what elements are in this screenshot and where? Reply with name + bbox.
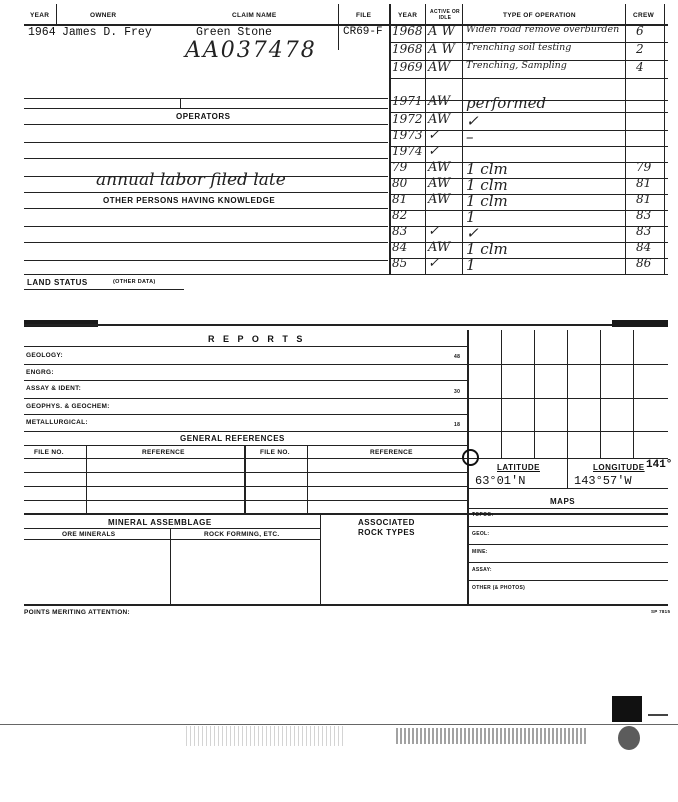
activity-year: 83 xyxy=(392,224,408,238)
reports-title: R E P O R T S xyxy=(208,334,306,344)
reference-col-2: REFERENCE xyxy=(370,449,413,456)
activity-crew: 81 xyxy=(636,176,652,190)
activity-operation: performed xyxy=(466,94,547,112)
metallurgical-label: METALLURGICAL: xyxy=(26,419,88,426)
activity-crew: 81 xyxy=(636,192,652,206)
activity-status: AW xyxy=(428,176,451,191)
activity-operation: 1 clm xyxy=(466,192,508,210)
activity-year: 79 xyxy=(392,160,408,174)
assay-ident-label: ASSAY & IDENT: xyxy=(26,385,82,392)
activity-status: AW xyxy=(428,94,451,109)
activity-crew: 86 xyxy=(636,256,652,270)
claim-name: Green Stone xyxy=(196,26,272,39)
header-crew: CREW xyxy=(633,12,655,19)
activity-status: A W xyxy=(428,24,455,39)
topog-label: TOPOG: xyxy=(472,512,494,518)
activity-status: AW xyxy=(428,112,451,127)
activity-operation: ✓ xyxy=(466,112,479,130)
activity-year: 1968 xyxy=(392,42,423,56)
activity-row-rule xyxy=(390,78,668,79)
activity-operation: 1 clm xyxy=(466,176,508,194)
activity-crew: 79 xyxy=(636,160,652,174)
file-no-col-2: FILE NO. xyxy=(260,449,290,456)
claim-handwritten-id: AA037478 xyxy=(185,38,317,63)
engrg-label: ENGRG: xyxy=(26,369,54,376)
activity-operation: – xyxy=(466,128,474,146)
longitude-value: 143°57'W xyxy=(574,474,632,488)
activity-operation: Trenching soil testing xyxy=(466,42,572,53)
activity-status: A W xyxy=(428,42,455,57)
general-references-label: GENERAL REFERENCES xyxy=(180,434,285,443)
mineral-assemblage-label: MINERAL ASSEMBLAGE xyxy=(108,518,212,527)
activity-status: AW xyxy=(428,192,451,207)
reference-col-1: REFERENCE xyxy=(142,449,185,456)
header-claim-name: CLAIM NAME xyxy=(232,12,277,19)
longitude-extra: 141° xyxy=(646,459,673,471)
geophys-label: GEOPHYS. & GEOCHEM: xyxy=(26,403,110,410)
claim-file: CR69-F xyxy=(343,26,383,38)
activity-status: ✓ xyxy=(428,224,439,239)
activity-status: ✓ xyxy=(428,256,439,271)
scan-black-square xyxy=(612,696,642,722)
header-file: FILE xyxy=(356,12,372,19)
activity-year: 82 xyxy=(392,208,408,222)
activity-year: 85 xyxy=(392,256,408,270)
activity-operation: 1 xyxy=(466,256,476,274)
file-no-col-1: FILE NO. xyxy=(34,449,64,456)
other-photos-label: OTHER (& PHOTOS) xyxy=(472,585,526,591)
activity-year: 1972 xyxy=(392,112,423,126)
num-18: 18 xyxy=(454,422,461,428)
activity-crew: 4 xyxy=(636,60,644,74)
rock-forming-label: ROCK FORMING, ETC. xyxy=(204,531,280,538)
land-status-sub-label: (OTHER DATA) xyxy=(113,279,156,285)
header-type-of-operation: TYPE OF OPERATION xyxy=(503,12,576,19)
latitude-value: 63°01'N xyxy=(475,474,526,488)
operators-label: OPERATORS xyxy=(176,112,231,121)
activity-crew: 2 xyxy=(636,42,644,56)
activity-status: ✓ xyxy=(428,144,439,159)
activity-year: 80 xyxy=(392,176,408,190)
handwritten-note: annual labor filed late xyxy=(96,170,286,190)
header-year-2: YEAR xyxy=(398,12,418,19)
activity-operation: Trenching, Sampling xyxy=(466,60,567,71)
geol-label: GEOL: xyxy=(472,531,490,537)
activity-status: AW xyxy=(428,160,451,175)
claim-year: 1964 xyxy=(28,26,56,39)
mine-label: MINE: xyxy=(472,549,488,555)
form-number: SP 7815 xyxy=(651,609,671,614)
activity-year: 81 xyxy=(392,192,408,206)
maps-label: MAPS xyxy=(550,497,576,506)
assay-label: ASSAY: xyxy=(472,567,492,573)
activity-crew: 84 xyxy=(636,240,652,254)
activity-crew: 6 xyxy=(636,24,644,38)
geology-label: GEOLOGY: xyxy=(26,352,63,359)
longitude-label: LONGITUDE xyxy=(593,463,645,472)
header-year: YEAR xyxy=(30,12,50,19)
activity-operation: 1 xyxy=(466,208,476,226)
other-persons-label: OTHER PERSONS HAVING KNOWLEDGE xyxy=(103,196,276,205)
activity-year: 1971 xyxy=(392,94,423,108)
points-meriting-label: POINTS MERITING ATTENTION: xyxy=(24,609,131,616)
header-active-idle: ACTIVE OR IDLE xyxy=(430,9,460,21)
rock-types-label: ROCK TYPES xyxy=(358,528,416,537)
activity-year: 84 xyxy=(392,240,408,254)
activity-year: 1968 xyxy=(392,24,423,38)
activity-status: AW xyxy=(428,60,451,75)
latitude-label: LATITUDE xyxy=(497,463,540,472)
activity-status: ✓ xyxy=(428,128,439,143)
header-owner: OWNER xyxy=(90,12,117,19)
activity-operation: Widen road remove overburden xyxy=(466,24,620,35)
activity-year: 1973 xyxy=(392,128,423,142)
activity-year: 1974 xyxy=(392,144,423,158)
activity-operation: 1 clm xyxy=(466,240,508,258)
num-30: 30 xyxy=(454,389,461,395)
associated-label: ASSOCIATED xyxy=(358,518,415,527)
activity-operation: ✓ xyxy=(466,224,479,242)
ore-minerals-label: ORE MINERALS xyxy=(62,531,116,538)
land-status-label: LAND STATUS xyxy=(27,278,88,287)
activity-status: AW xyxy=(428,240,451,255)
activity-year: 1969 xyxy=(392,60,423,74)
activity-row-rule xyxy=(390,210,668,211)
claim-owner: James D. Frey xyxy=(62,26,152,39)
activity-crew: 83 xyxy=(636,224,652,238)
num-48: 48 xyxy=(454,354,461,360)
activity-operation: 1 clm xyxy=(466,160,508,178)
activity-crew: 83 xyxy=(636,208,652,222)
map-corner-circle-icon xyxy=(462,449,479,466)
